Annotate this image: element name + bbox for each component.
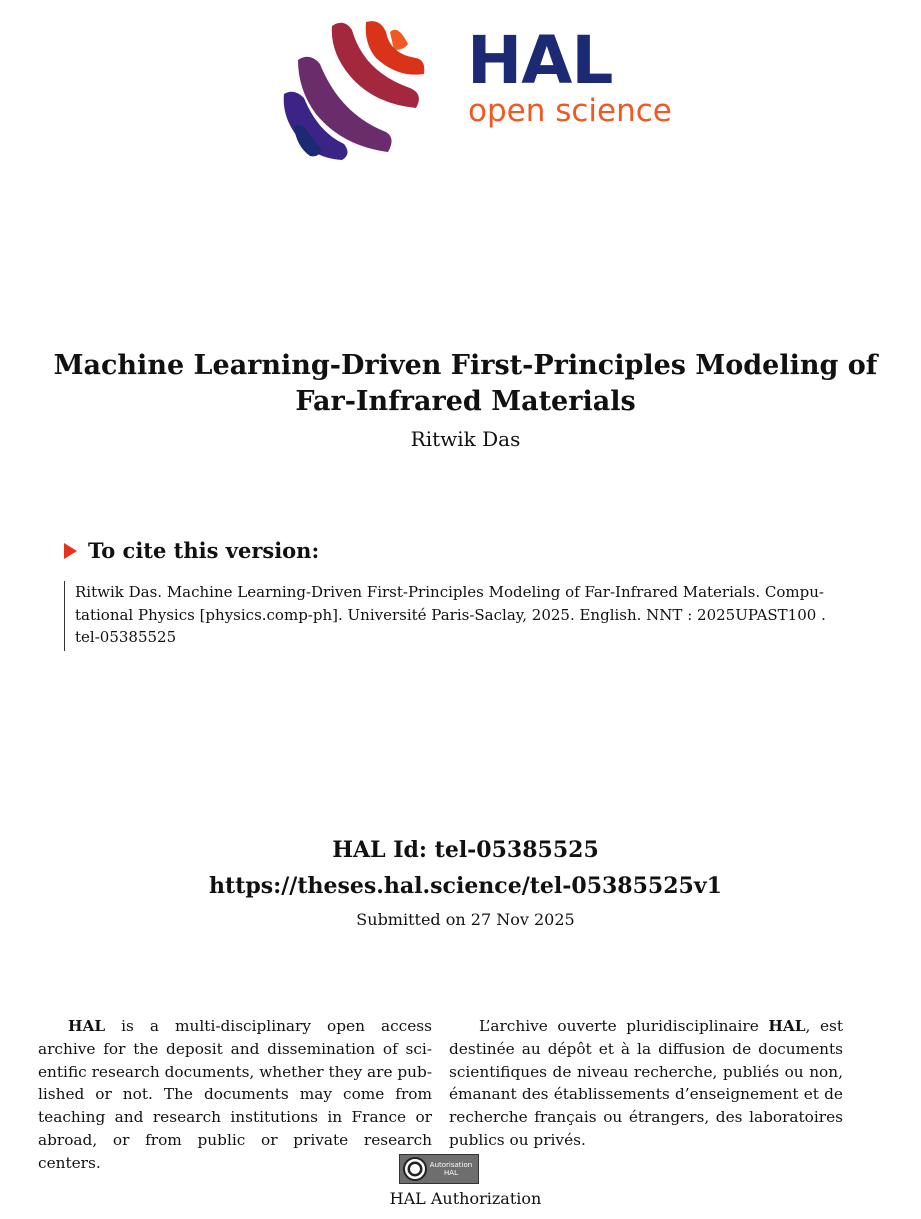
hal-id: HAL Id: tel-05385525 xyxy=(332,837,599,863)
en-line-6: abroad, or from public or private research centers. xyxy=(38,1130,432,1172)
fr-line-1: destinée au dépôt et à la diffusion de documents xyxy=(449,1039,843,1058)
en-line-4: lished or not. The documents may come from xyxy=(38,1085,432,1104)
hal-bold-en: HAL xyxy=(68,1017,106,1035)
en-line-2: archive for the deposit and dissemination of sci- xyxy=(38,1039,432,1058)
citation-line-2: tational Physics [physics.comp-ph]. Université Paris-Saclay, 2025. English. NNT : 2025UPAST100 . xyxy=(75,605,826,624)
citation-text xyxy=(64,581,876,651)
hal-wordmark: HAL xyxy=(467,22,613,99)
hal-logo xyxy=(278,14,678,162)
authorization-badge xyxy=(399,1154,479,1184)
citation-line-3[interactable]: tel-05385525 xyxy=(75,628,177,646)
citation-line-1: Ritwik Das. Machine Learning-Driven First-Principles Modeling of Far-Infrared Materials. Compu- xyxy=(75,583,824,601)
fr-line-5: publics ou privés. xyxy=(449,1130,586,1149)
en-line-5: teaching and research institutions in France or xyxy=(38,1108,432,1127)
hal-bold-fr: HAL xyxy=(768,1017,806,1035)
en-line-3: entific research documents, whether they are pub- xyxy=(38,1062,432,1081)
author-name: Ritwik Das xyxy=(410,427,521,451)
fr-after-bold: , est xyxy=(805,1017,843,1035)
fr-line-3: émanant des établissements d’enseignement et de xyxy=(449,1085,843,1104)
authorization-label: HAL Authorization xyxy=(389,1189,542,1208)
badge-line-1: Autorisation xyxy=(429,1161,473,1169)
badge-text xyxy=(429,1161,473,1177)
submitted-date: Submitted on 27 Nov 2025 xyxy=(356,910,575,929)
en-line-1: is a multi-disciplinary open access xyxy=(121,1017,432,1035)
description-french xyxy=(449,1015,843,1152)
document-title xyxy=(40,348,891,420)
fr-lead: L’archive ouverte pluridisciplinaire xyxy=(479,1017,759,1035)
hal-arcs-icon xyxy=(278,14,458,162)
cite-heading-label: To cite this version: xyxy=(88,538,320,563)
creative-commons-icon xyxy=(403,1157,427,1181)
hal-tagline: open science xyxy=(468,93,672,129)
hal-url-link[interactable]: https://theses.hal.science/tel-05385525v1 xyxy=(209,873,722,899)
fr-line-4: recherche français ou étrangers, des laboratoires xyxy=(449,1108,843,1127)
triangle-right-icon xyxy=(64,543,77,559)
cite-heading xyxy=(64,538,319,563)
description-english xyxy=(38,1015,432,1175)
title-line-2: Far-Infrared Materials xyxy=(295,386,636,417)
title-line-1: Machine Learning-Driven First-Principles Modeling of xyxy=(53,350,878,381)
fr-line-2: scientifiques de niveau recherche, publiés ou non, xyxy=(449,1062,843,1081)
hal-identifier xyxy=(40,832,891,904)
badge-line-2: HAL xyxy=(444,1169,458,1177)
